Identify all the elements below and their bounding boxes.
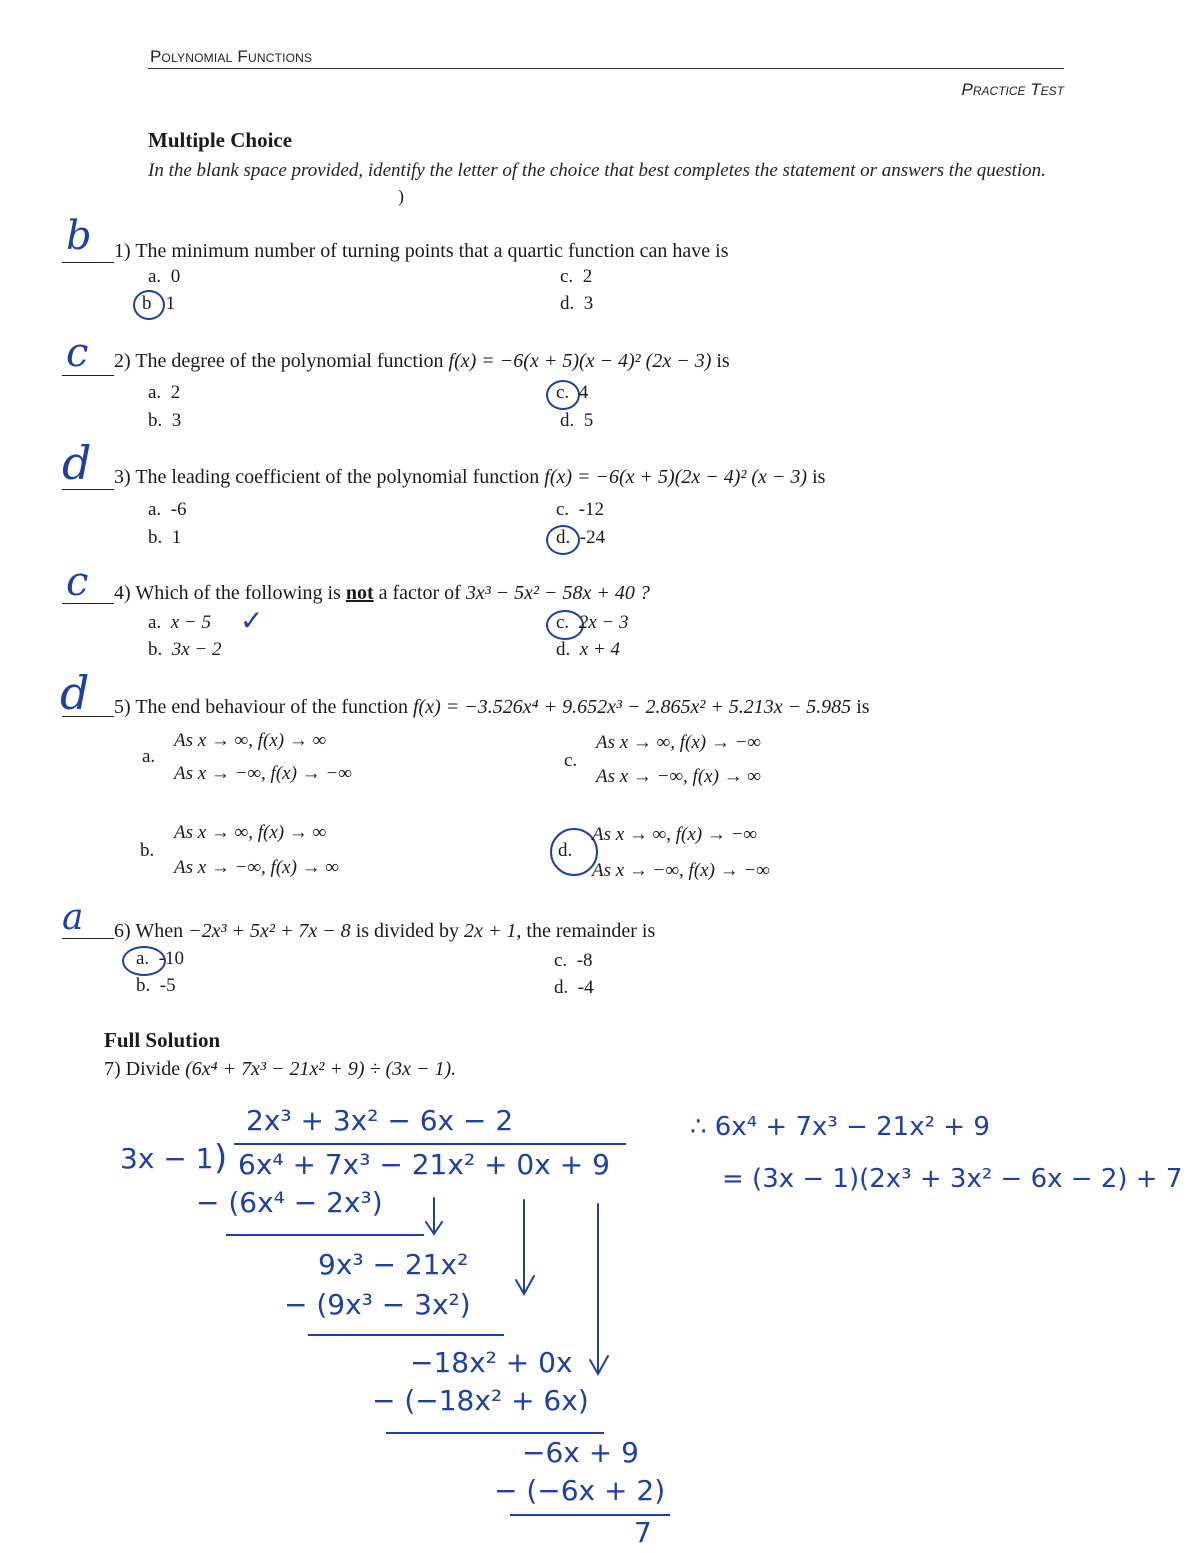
option-line: As x → −∞, f(x) → ∞: [174, 857, 339, 878]
option-letter: d.: [558, 840, 573, 861]
option-value: 1: [165, 293, 176, 314]
question-text: The end behaviour of the function: [135, 696, 408, 718]
header-title: Polynomial Functions: [150, 47, 313, 66]
question-number: 2): [114, 350, 131, 372]
option-letter: a.: [136, 948, 150, 969]
option-line: As x → ∞, f(x) → ∞: [174, 822, 327, 843]
handwritten-answer: b: [66, 213, 92, 259]
question-text-mid: a factor of: [378, 582, 461, 604]
handwritten-answer: d: [62, 436, 92, 490]
question-text-end: the remainder is: [526, 920, 656, 942]
handwritten-answer: c: [66, 330, 89, 376]
option-letter: b.: [136, 975, 151, 996]
check-mark-icon: ✓: [240, 604, 264, 637]
function-expression: f(x) = −6(x + 5)(2x − 4)² (x − 3): [544, 466, 808, 488]
option-value: 5: [583, 410, 594, 431]
conclusion-line-2: = (3x − 1)(2x³ + 3x² − 6x − 2) + 7: [722, 1164, 1183, 1194]
option-letter: c.: [556, 382, 570, 403]
function-expression: f(x) = −6(x + 5)(x − 4)² (2x − 3): [448, 350, 712, 372]
division-bracket: ): [214, 1138, 228, 1178]
option-letter: b.: [148, 639, 163, 660]
option-letter: a.: [148, 382, 162, 403]
option-letter: b.: [148, 410, 163, 431]
option-letter: a.: [148, 266, 162, 287]
function-expression: f(x) = −3.526x⁴ + 9.652x³ − 2.865x² + 5.213x − 5.985: [413, 696, 852, 718]
option-letter: a.: [148, 499, 162, 520]
remainder-step: −6x + 9: [522, 1436, 639, 1469]
option-value: -10: [158, 948, 185, 969]
final-remainder: 7: [634, 1516, 652, 1549]
option-letter: c.: [556, 499, 570, 520]
question-text-end: is: [856, 696, 870, 718]
question-text: The minimum number of turning points that a quartic function can have is: [135, 240, 729, 262]
remainder-step: −18x² + 0x: [410, 1346, 573, 1379]
division-expression: (6x⁴ + 7x³ − 21x² + 9) ÷ (3x − 1).: [185, 1058, 457, 1080]
option-value: 3: [583, 293, 594, 314]
question-number: 4): [114, 582, 131, 604]
option-line: As x → ∞, f(x) → −∞: [592, 824, 757, 845]
handwritten-answer: a: [62, 897, 84, 938]
stray-mark: ): [398, 186, 404, 206]
question-text: Divide: [125, 1058, 181, 1080]
option-letter: c.: [556, 612, 570, 633]
handwritten-answer: d: [60, 666, 90, 720]
question-text: The leading coefficient of the polynomial function: [135, 466, 540, 488]
option-value: 4: [578, 382, 589, 403]
question-text: Which of the following is: [135, 582, 341, 604]
question-number: 7): [104, 1058, 121, 1080]
option-value: 3: [171, 410, 182, 431]
remainder-step: 9x³ − 21x²: [318, 1248, 469, 1281]
option-letter: a.: [142, 746, 156, 767]
option-line: As x → −∞, f(x) → ∞: [596, 766, 761, 787]
mc-title: Multiple Choice: [148, 128, 293, 152]
fs-title: Full Solution: [104, 1028, 221, 1052]
emphasis-not: not: [345, 582, 374, 604]
option-letter: c.: [564, 750, 578, 771]
option-value: 0: [170, 266, 181, 287]
option-letter: d.: [556, 527, 571, 548]
option-value: -6: [170, 499, 187, 520]
quotient: 2x³ + 3x² − 6x − 2: [246, 1104, 514, 1137]
handwritten-answer: c: [66, 559, 89, 605]
polynomial-expression: 3x³ − 5x² − 58x + 40 ?: [465, 582, 650, 604]
option-line: As x → ∞, f(x) → ∞: [174, 730, 327, 751]
header-subtitle: Practice Test: [961, 80, 1064, 99]
option-value: -12: [578, 499, 605, 520]
option-value: 2x − 3: [578, 612, 629, 633]
option-value: -24: [579, 527, 606, 548]
option-line: As x → −∞, f(x) → −∞: [592, 860, 770, 881]
option-letter: c.: [560, 266, 574, 287]
option-line: As x → −∞, f(x) → −∞: [174, 763, 352, 784]
option-value: 2: [582, 266, 593, 287]
option-value: x − 5: [170, 612, 211, 633]
question-number: 5): [114, 696, 131, 718]
option-value: 1: [171, 527, 182, 548]
option-value: -8: [576, 950, 593, 971]
question-text-end: is: [716, 350, 730, 372]
divisor: 3x − 1: [120, 1142, 214, 1175]
option-letter: b.: [148, 527, 163, 548]
option-letter: d.: [560, 293, 575, 314]
option-letter: a.: [148, 612, 162, 633]
polynomial-expression: −2x³ + 5x² + 7x − 8: [188, 920, 351, 942]
question-text-end: is: [812, 466, 826, 488]
question-number: 1): [114, 240, 131, 262]
option-value: -4: [577, 977, 594, 998]
question-text: The degree of the polynomial function: [135, 350, 444, 372]
divisor-expression: 2x + 1,: [464, 920, 522, 942]
option-letter: c.: [554, 950, 568, 971]
option-value: 3x − 2: [171, 639, 222, 660]
subtraction-step: − (9x³ − 3x²): [284, 1288, 471, 1321]
dividend: 6x⁴ + 7x³ − 21x² + 0x + 9: [238, 1148, 610, 1181]
subtraction-step: − (6x⁴ − 2x³): [196, 1186, 383, 1219]
subtraction-step: − (−18x² + 6x): [372, 1384, 589, 1417]
question-number: 6): [114, 920, 131, 942]
option-letter: d.: [556, 639, 571, 660]
mc-instructions: In the blank space provided, identify the letter of the choice that best completes the statement or answers the question.: [148, 160, 1046, 181]
option-letter: d.: [554, 977, 569, 998]
option-line: As x → ∞, f(x) → −∞: [596, 732, 761, 753]
question-number: 3): [114, 466, 131, 488]
option-letter: d.: [560, 410, 575, 431]
question-text-mid: is divided by: [355, 920, 460, 942]
option-letter: b.: [140, 840, 155, 861]
option-value: -5: [159, 975, 176, 996]
option-value: x + 4: [579, 639, 621, 660]
conclusion-line-1: ∴ 6x⁴ + 7x³ − 21x² + 9: [690, 1112, 990, 1142]
option-value: 2: [170, 382, 181, 403]
question-text: When: [135, 920, 184, 942]
subtraction-step: − (−6x + 2): [494, 1474, 666, 1507]
option-letter: b: [142, 293, 152, 314]
